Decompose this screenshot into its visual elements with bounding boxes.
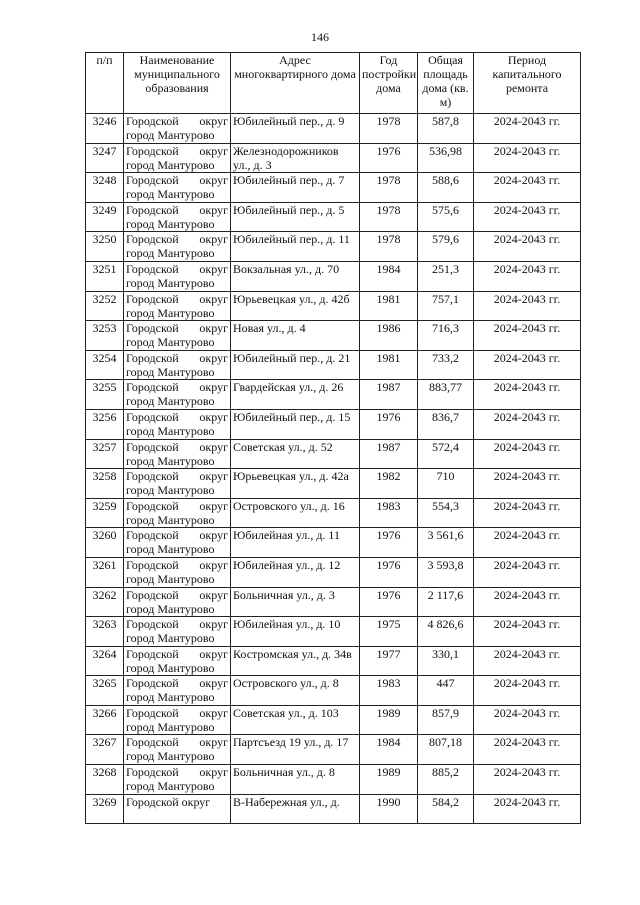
address-cell: Юбилейный пер., д. 15 — [231, 409, 360, 439]
table-row — [86, 173, 581, 203]
municipality-cell: Городской округ город Мантурово — [124, 587, 231, 617]
municipality-cell: Городской округ город Мантурово — [124, 291, 231, 321]
table-row — [86, 202, 581, 232]
address-cell: Островского ул., д. 16 — [231, 498, 360, 528]
municipality-cell: Городской округ город Мантурово — [124, 261, 231, 291]
build-year-cell: 1978 — [360, 202, 418, 232]
address-cell: Юрьевецкая ул., д. 42а — [231, 469, 360, 499]
build-year-cell: 1984 — [360, 261, 418, 291]
address-cell: Юбилейный пер., д. 21 — [231, 350, 360, 380]
row-number: 3257 — [86, 439, 124, 469]
repair-period-cell: 2024-2043 гг. — [474, 498, 581, 528]
municipality-cell: Городской округ город Мантурово — [124, 350, 231, 380]
repair-period-cell: 2024-2043 гг. — [474, 380, 581, 410]
table-row — [86, 498, 581, 528]
total-area-cell: 733,2 — [418, 350, 474, 380]
total-area-cell: 2 117,6 — [418, 587, 474, 617]
build-year-cell: 1976 — [360, 557, 418, 587]
table-row — [86, 380, 581, 410]
build-year-cell: 1987 — [360, 439, 418, 469]
row-number: 3261 — [86, 557, 124, 587]
total-area-cell: 4 826,6 — [418, 617, 474, 647]
build-year-cell: 1989 — [360, 765, 418, 795]
table-row — [86, 409, 581, 439]
row-number: 3246 — [86, 114, 124, 144]
build-year-cell: 1981 — [360, 291, 418, 321]
table-row — [86, 528, 581, 558]
row-number: 3255 — [86, 380, 124, 410]
repair-period-cell: 2024-2043 гг. — [474, 765, 581, 795]
build-year-cell: 1978 — [360, 114, 418, 144]
address-cell: В-Набережная ул., д. — [231, 794, 360, 824]
table-header-row — [86, 53, 581, 114]
address-cell: Юбилейная ул., д. 12 — [231, 557, 360, 587]
build-year-cell: 1990 — [360, 794, 418, 824]
repair-period-cell: 2024-2043 гг. — [474, 409, 581, 439]
total-area-cell: 588,6 — [418, 173, 474, 203]
municipality-cell: Городской округ город Мантурово — [124, 498, 231, 528]
table-row — [86, 321, 581, 351]
repair-period-cell: 2024-2043 гг. — [474, 202, 581, 232]
row-number: 3256 — [86, 409, 124, 439]
header-municipality: Наименование муниципального образования — [124, 53, 231, 114]
repair-period-cell: 2024-2043 гг. — [474, 528, 581, 558]
table-row — [86, 114, 581, 144]
row-number: 3269 — [86, 794, 124, 824]
municipality-cell: Городской округ город Мантурово — [124, 676, 231, 706]
municipality-cell: Городской округ город Мантурово — [124, 705, 231, 735]
total-area-cell: 579,6 — [418, 232, 474, 262]
row-number: 3248 — [86, 173, 124, 203]
build-year-cell: 1975 — [360, 617, 418, 647]
municipality-cell: Городской округ город Мантурово — [124, 469, 231, 499]
table-row — [86, 735, 581, 765]
total-area-cell: 836,7 — [418, 409, 474, 439]
municipality-cell: Городской округ город Мантурово — [124, 232, 231, 262]
build-year-cell: 1976 — [360, 587, 418, 617]
total-area-cell: 757,1 — [418, 291, 474, 321]
total-area-cell: 807,18 — [418, 735, 474, 765]
build-year-cell: 1981 — [360, 350, 418, 380]
municipality-cell: Городской округ город Мантурово — [124, 114, 231, 144]
repair-period-cell: 2024-2043 гг. — [474, 617, 581, 647]
address-cell: Больничная ул., д. 8 — [231, 765, 360, 795]
municipality-cell: Городской округ — [124, 794, 231, 824]
municipality-cell: Городской округ город Мантурово — [124, 409, 231, 439]
row-number: 3258 — [86, 469, 124, 499]
address-cell: Юбилейная ул., д. 11 — [231, 528, 360, 558]
address-cell: Больничная ул., д. 3 — [231, 587, 360, 617]
total-area-cell: 572,4 — [418, 439, 474, 469]
total-area-cell: 885,2 — [418, 765, 474, 795]
address-cell: Новая ул., д. 4 — [231, 321, 360, 351]
row-number: 3249 — [86, 202, 124, 232]
total-area-cell: 710 — [418, 469, 474, 499]
address-cell: Костромская ул., д. 34в — [231, 646, 360, 676]
municipality-cell: Городской округ город Мантурово — [124, 380, 231, 410]
repair-period-cell: 2024-2043 гг. — [474, 291, 581, 321]
total-area-cell: 575,6 — [418, 202, 474, 232]
total-area-cell: 447 — [418, 676, 474, 706]
repair-period-cell: 2024-2043 гг. — [474, 587, 581, 617]
address-cell: Советская ул., д. 103 — [231, 705, 360, 735]
total-area-cell: 857,9 — [418, 705, 474, 735]
municipality-cell: Городской округ город Мантурово — [124, 143, 231, 173]
table-row — [86, 557, 581, 587]
repair-period-cell: 2024-2043 гг. — [474, 557, 581, 587]
municipality-cell: Городской округ город Мантурово — [124, 528, 231, 558]
repair-period-cell: 2024-2043 гг. — [474, 646, 581, 676]
row-number: 3259 — [86, 498, 124, 528]
table-row — [86, 291, 581, 321]
row-number: 3262 — [86, 587, 124, 617]
row-number: 3251 — [86, 261, 124, 291]
build-year-cell: 1976 — [360, 143, 418, 173]
row-number: 3268 — [86, 765, 124, 795]
table-body — [86, 114, 581, 824]
municipality-cell: Городской округ город Мантурово — [124, 617, 231, 647]
repair-period-cell: 2024-2043 гг. — [474, 676, 581, 706]
total-area-cell: 584,2 — [418, 794, 474, 824]
row-number: 3247 — [86, 143, 124, 173]
total-area-cell: 883,77 — [418, 380, 474, 410]
total-area-cell: 330,1 — [418, 646, 474, 676]
table-row — [86, 646, 581, 676]
municipality-cell: Городской округ город Мантурово — [124, 646, 231, 676]
row-number: 3250 — [86, 232, 124, 262]
build-year-cell: 1987 — [360, 380, 418, 410]
build-year-cell: 1983 — [360, 498, 418, 528]
address-cell: Гвардейская ул., д. 26 — [231, 380, 360, 410]
municipality-cell: Городской округ город Мантурово — [124, 439, 231, 469]
repair-period-cell: 2024-2043 гг. — [474, 321, 581, 351]
table-row — [86, 765, 581, 795]
header-year: Год постройки дома — [360, 53, 418, 114]
page-number: 146 — [311, 30, 329, 44]
header-period: Период капитального ремонта — [474, 53, 581, 114]
repair-period-cell: 2024-2043 гг. — [474, 232, 581, 262]
table-row — [86, 676, 581, 706]
row-number: 3254 — [86, 350, 124, 380]
address-cell: Партсъезд 19 ул., д. 17 — [231, 735, 360, 765]
address-cell: Юбилейный пер., д. 11 — [231, 232, 360, 262]
build-year-cell: 1986 — [360, 321, 418, 351]
build-year-cell: 1976 — [360, 409, 418, 439]
table-row — [86, 261, 581, 291]
repair-period-cell: 2024-2043 гг. — [474, 173, 581, 203]
address-cell: Юбилейный пер., д. 7 — [231, 173, 360, 203]
header-num: п/п — [86, 53, 124, 114]
address-cell: Юбилейный пер., д. 9 — [231, 114, 360, 144]
row-number: 3266 — [86, 705, 124, 735]
address-cell: Железнодорожников ул., д. 3 — [231, 143, 360, 173]
build-year-cell: 1984 — [360, 735, 418, 765]
build-year-cell: 1978 — [360, 173, 418, 203]
table-row — [86, 232, 581, 262]
total-area-cell: 3 561,6 — [418, 528, 474, 558]
repair-period-cell: 2024-2043 гг. — [474, 350, 581, 380]
row-number: 3265 — [86, 676, 124, 706]
repair-period-cell: 2024-2043 гг. — [474, 261, 581, 291]
row-number: 3260 — [86, 528, 124, 558]
total-area-cell: 554,3 — [418, 498, 474, 528]
row-number: 3253 — [86, 321, 124, 351]
table-row — [86, 439, 581, 469]
repair-period-cell: 2024-2043 гг. — [474, 439, 581, 469]
repair-period-cell: 2024-2043 гг. — [474, 143, 581, 173]
table-row — [86, 617, 581, 647]
repair-period-cell: 2024-2043 гг. — [474, 735, 581, 765]
address-cell: Юбилейная ул., д. 10 — [231, 617, 360, 647]
address-cell: Островского ул., д. 8 — [231, 676, 360, 706]
header-area: Общая площадь дома (кв. м) — [418, 53, 474, 114]
address-cell: Юбилейный пер., д. 5 — [231, 202, 360, 232]
table-row — [86, 705, 581, 735]
row-number: 3263 — [86, 617, 124, 647]
build-year-cell: 1982 — [360, 469, 418, 499]
build-year-cell: 1978 — [360, 232, 418, 262]
table-row — [86, 587, 581, 617]
build-year-cell: 1983 — [360, 676, 418, 706]
address-cell: Советская ул., д. 52 — [231, 439, 360, 469]
table-row — [86, 143, 581, 173]
table-row — [86, 469, 581, 499]
municipality-cell: Городской округ город Мантурово — [124, 735, 231, 765]
repair-period-cell: 2024-2043 гг. — [474, 705, 581, 735]
repair-period-cell: 2024-2043 гг. — [474, 469, 581, 499]
municipality-cell: Городской округ город Мантурово — [124, 557, 231, 587]
header-address: Адрес многоквартирного дома — [231, 53, 360, 114]
build-year-cell: 1976 — [360, 528, 418, 558]
housing-registry-table — [85, 52, 581, 824]
row-number: 3252 — [86, 291, 124, 321]
municipality-cell: Городской округ город Мантурово — [124, 173, 231, 203]
total-area-cell: 716,3 — [418, 321, 474, 351]
repair-period-cell: 2024-2043 гг. — [474, 114, 581, 144]
build-year-cell: 1989 — [360, 705, 418, 735]
total-area-cell: 3 593,8 — [418, 557, 474, 587]
municipality-cell: Городской округ город Мантурово — [124, 321, 231, 351]
table-row — [86, 350, 581, 380]
municipality-cell: Городской округ город Мантурово — [124, 765, 231, 795]
total-area-cell: 536,98 — [418, 143, 474, 173]
row-number: 3267 — [86, 735, 124, 765]
row-number: 3264 — [86, 646, 124, 676]
address-cell: Вокзальная ул., д. 70 — [231, 261, 360, 291]
total-area-cell: 251,3 — [418, 261, 474, 291]
repair-period-cell: 2024-2043 гг. — [474, 794, 581, 824]
build-year-cell: 1977 — [360, 646, 418, 676]
address-cell: Юрьевецкая ул., д. 42б — [231, 291, 360, 321]
table-row — [86, 794, 581, 824]
municipality-cell: Городской округ город Мантурово — [124, 202, 231, 232]
total-area-cell: 587,8 — [418, 114, 474, 144]
